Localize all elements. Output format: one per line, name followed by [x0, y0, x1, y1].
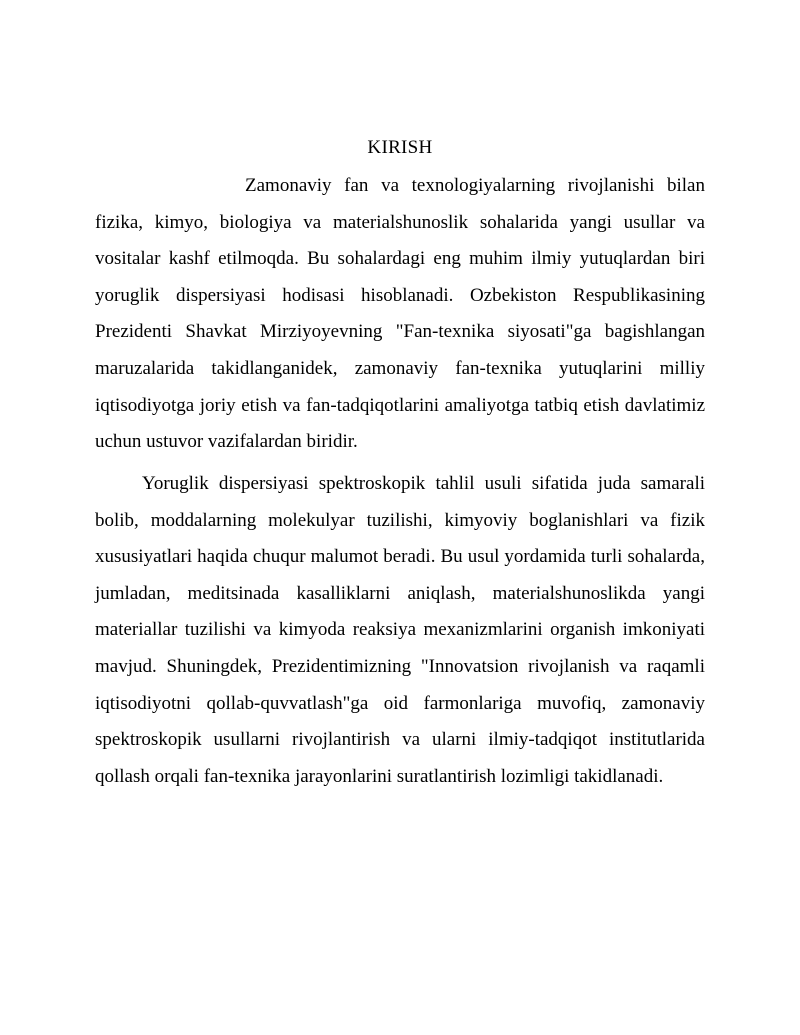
section-heading: KIRISH [367, 137, 433, 158]
paragraph-dispersion-method: Yoruglik dispersiyasi spektroskopik tahlil usuli sifatida juda samarali bolib, moddalarning molekulyar tuzilishi, kimyoviy boglanishlari va fizik xususiyatlari haqida chuqur malumot beradi. Bu usul yordamida turli sohalarda, jumladan, meditsinada kasalliklarni aniqlash, materialshunoslikda yangi materiallar tuzilishi va kimyoda reaksiya mexanizmlarini organish imkoniyati mavjud. Shuningdek, Prezidentimizning "Innovatsion rivojlanish va raqamli iqtisodiyotni qollab-quvvatlash"ga oid farmonlariga muvofiq, zamonaviy spektroskopik usullarni rivojlantirish va ularni ilmiy-tadqiqot institutlarida qollash orqali fan-texnika jarayonlarini suratlantirish lozimligi takidlanadi. [95, 473, 705, 787]
paragraph-introduction: Zamonaviy fan va texnologiyalarning rivojlanishi bilan fizika, kimyo, biologiya va materialshunoslik sohalarida yangi usullar va vositalar kashf etilmoqda. Bu sohalardagi eng muhim ilmiy yutuqlardan biri yoruglik dispersiyasi hodisasi hisoblanadi. Ozbekiston Respublikasining Prezidenti Shavkat Mirziyoyevning "Fan-texnika siyosati"ga bagishlangan maruzalarida takidlanganidek, zamonaviy fan-texnika yutuqlarini milliy iqtisodiyotga joriy etish va fan-tadqiqotlarini amaliyotga tatbiq etish davlatimiz uchun ustuvor vazifalardan biridir. [95, 175, 705, 453]
